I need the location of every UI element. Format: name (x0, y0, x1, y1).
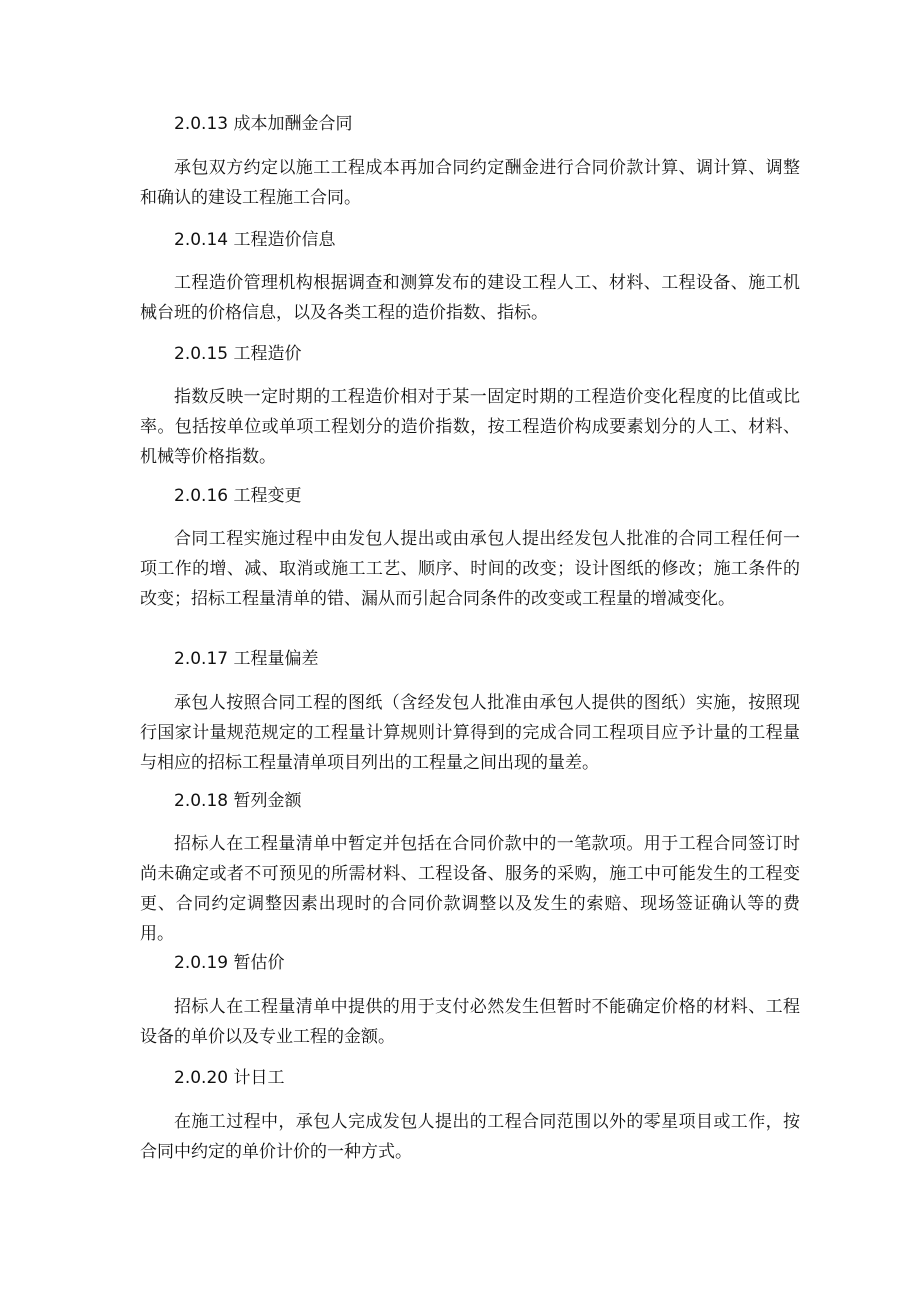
term-definition-2-0-19: 招标人在工程量清单中提供的用于支付必然发生但暂时不能确定价格的材料、工程设备的单价以及专业工程的金额。 (140, 997, 800, 1047)
term-title: 暂列金额 (233, 791, 302, 811)
term-heading-2-0-15 (140, 343, 834, 365)
term-heading-2-0-17 (140, 648, 834, 670)
term-number: 2.0.19 (174, 953, 229, 973)
term-definition-2-0-17: 承包人按照合同工程的图纸（含经发包人批准由承包人提供的图纸）实施，按照现行国家计量规范规定的工程量计算规则计算得到的完成合同工程项目应予计量的工程量与相应的招标工程量清单项目列出的工程量之间出现的量差。 (140, 693, 800, 773)
term-definition-2-0-18: 招标人在工程量清单中暂定并包括在合同价款中的一笔款项。用于工程合同签订时尚未确定或者不可预见的所需材料、工程设备、服务的采购，施工中可能发生的工程变更、合同约定调整因素出现时的合同价款调整以及发生的索赔、现场签证确认等的费用。 (140, 834, 800, 944)
term-definition-2-0-13: 承包双方约定以施工工程成本再加合同约定酬金进行合同价款计算、调计算、调整和确认的建设工程施工合同。 (140, 158, 800, 208)
term-definition-2-0-14: 工程造价管理机构根据调查和测算发布的建设工程人工、材料、工程设备、施工机械台班的价格信息，以及各类工程的造价指数、指标。 (140, 273, 800, 323)
term-title: 工程造价 (233, 344, 302, 364)
term-title: 工程造价信息 (233, 230, 336, 250)
term-number: 2.0.14 (174, 230, 229, 250)
term-definition-2-0-16: 合同工程实施过程中由发包人提出或由承包人提出经发包人批准的合同工程任何一项工作的增、减、取消或施工工艺、顺序、时间的改变；设计图纸的修改；施工条件的改变；招标工程量清单的错、漏从而引起合同条件的改变或工程量的增减变化。 (140, 529, 800, 609)
term-heading-2-0-13 (140, 113, 834, 135)
term-definition-2-0-15: 指数反映一定时期的工程造价相对于某一固定时期的工程造价变化程度的比值或比率。包括按单位或单项工程划分的造价指数，按工程造价构成要素划分的人工、材料、机械等价格指数。 (140, 387, 800, 467)
term-heading-2-0-20 (140, 1067, 834, 1089)
term-number: 2.0.20 (174, 1068, 229, 1088)
term-heading-2-0-16 (140, 485, 834, 507)
term-heading-2-0-18 (140, 790, 834, 812)
term-number: 2.0.18 (174, 791, 229, 811)
term-title: 工程变更 (233, 486, 302, 506)
term-title: 成本加酬金合同 (233, 114, 353, 134)
term-definition-2-0-20: 在施工过程中，承包人完成发包人提出的工程合同范围以外的零星项目或工作，按合同中约定的单价计价的一种方式。 (140, 1112, 800, 1162)
term-title: 工程量偏差 (233, 649, 319, 669)
term-heading-2-0-14 (140, 229, 834, 251)
term-title: 计日工 (233, 1068, 285, 1088)
term-number: 2.0.13 (174, 114, 229, 134)
term-number: 2.0.16 (174, 486, 229, 506)
term-number: 2.0.17 (174, 649, 229, 669)
term-title: 暂估价 (233, 953, 285, 973)
term-heading-2-0-19 (140, 952, 834, 974)
term-number: 2.0.15 (174, 344, 229, 364)
